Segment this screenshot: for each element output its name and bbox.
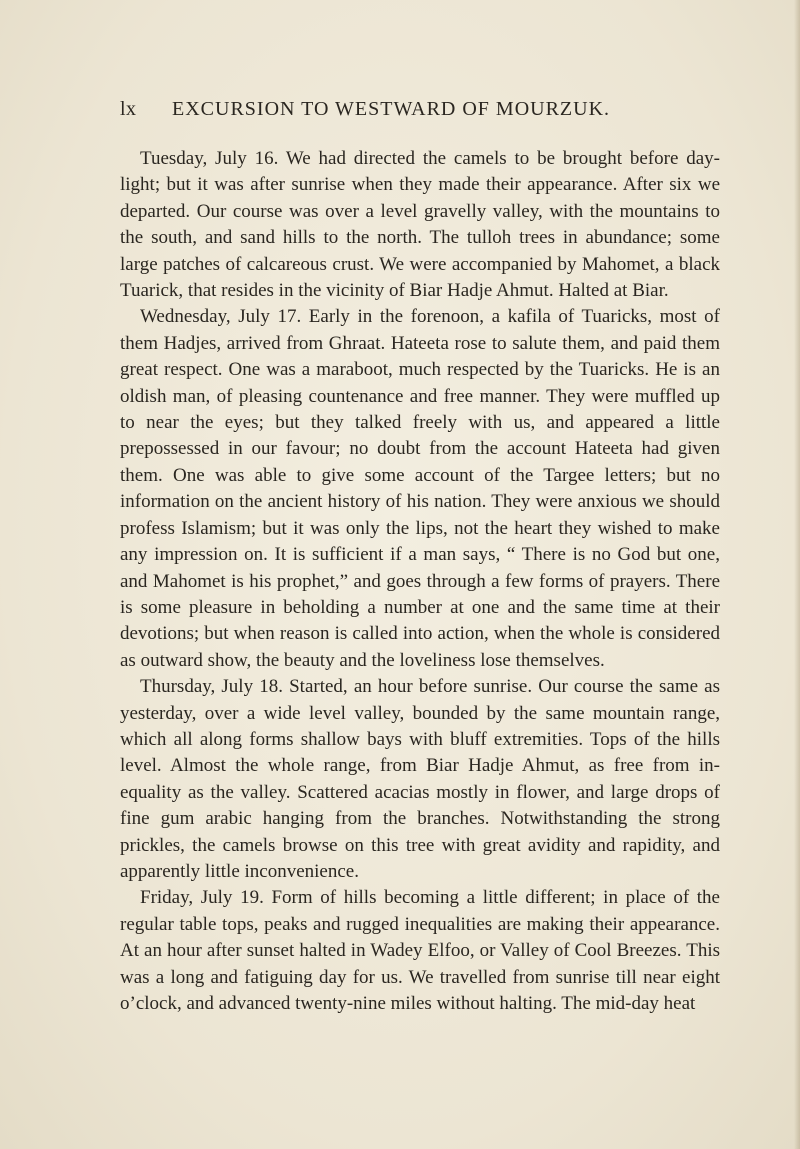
paragraph-july-16: Tuesday, July 16. We had directed the camels to be brought before day-light; but it was after sunrise when they made their appearance. After six we departed. Our course was over a level gravelly valley, with the mountains to the south, and sand hills to the north. The tulloh trees in abundance; some large patches of calcareous crust. We were accompanied by Mahomet, a black Tuarick, that resides in the vicinity of Biar Hadje Ahmut. Halted at Biar. <box>120 148 720 302</box>
page-header <box>120 98 720 128</box>
paragraph-july-19: Friday, July 19. Form of hills becoming a little different; in place of the regular table tops, peaks and rugged inequalities are making their appearance. At an hour after sunset halted in Wadey Elfoo, or Valley of Cool Breezes. This was a long and fatiguing day for us. We travelled from sunrise till near eight o’clock, and advanced twenty-nine miles without halting. The mid-day heat <box>120 887 720 1014</box>
body-text <box>120 146 720 1017</box>
paragraph-july-18: Thursday, July 18. Started, an hour before sunrise. Our course the same as yesterday, over a wide level valley, bounded by the same mountain range, which all along forms shallow bays with bluff extremities. Tops of the hills level. Almost the whole range, from Biar Hadje Ahmut, as free from in-equality as the valley. Scattered acacias mostly in flower, and large drops of fine gum arabic hanging from the branches. Notwithstanding the strong prickles, the camels browse on this tree with great avidity and rapidity, and apparently little inconvenience. <box>120 676 720 882</box>
paragraph-july-17: Wednesday, July 17. Early in the forenoon, a kafila of Tuaricks, most of them Hadjes, arrived from Ghraat. Hateeta rose to salute them, and paid them great respect. One was a maraboot, much respected by the Tuaricks. He is an oldish man, of pleasing countenance and free manner. They were muffled up to near the eyes; but they talked freely with us, and appeared a little prepossessed in our favour; no doubt from the account Hateeta had given them. One was able to give some account of the Targee letters; but no information on the ancient history of his nation. They were anxious we should profess Islamism; but it was only the lips, not the heart they wished to make any impression on. It is sufficient if a man says, “ There is no God but one, and Mahomet is his prophet,” and goes through a few forms of prayers. There is some pleasure in beholding a number at one and the same time at their devotions; but when reason is called into action, when the whole is considered as outward show, the beauty and the loveliness lose themselves. <box>120 306 720 671</box>
running-head: EXCURSION TO WESTWARD OF MOURZUK. <box>172 98 611 120</box>
page-number: lx <box>120 98 137 120</box>
page-edge-shadow <box>794 0 800 1149</box>
